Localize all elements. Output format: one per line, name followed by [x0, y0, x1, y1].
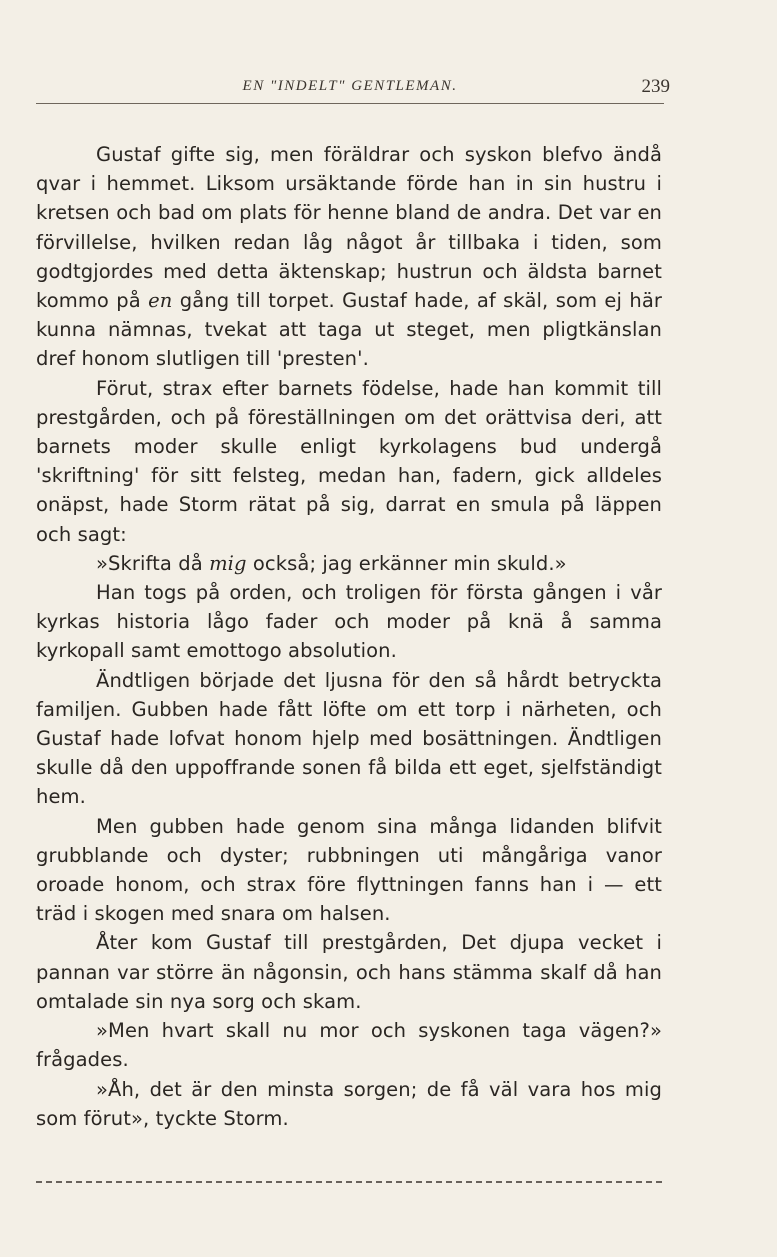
- running-title: EN "INDELT" GENTLEMAN.: [242, 78, 458, 94]
- paragraph-7: Åter kom Gustaf till prestgården, Det djupa vecket i pannan var större än någonsin, och hans stämma skalf då han omtalade sin nya sorg och skam.: [36, 931, 662, 1013]
- running-header: [36, 70, 670, 104]
- emphasis-mig: mig: [209, 551, 247, 575]
- header-rule: [36, 103, 664, 104]
- paragraph-8: »Men hvart skall nu mor och syskonen taga vägen?» frågades.: [36, 1019, 662, 1072]
- paragraph-4: Han togs på orden, och troligen för första gången i vår kyrkas historia lågo fader och moder på knä å samma kyrkopall samt emottogo absolution.: [36, 581, 662, 663]
- paragraph-9: »Åh, det är den minsta sorgen; de få väl vara hos mig som förut», tyckte Storm.: [36, 1077, 662, 1130]
- paragraph-5: Ändtligen började det ljusna för den så hårdt betryckta familjen. Gubben hade fått löfte om ett torp i närheten, och Gustaf hade lofvat honom hjelp med bosättningen. Ändtligen skulle då den uppoffrande sonen få bilda ett eget, sjelfständigt hem.: [36, 668, 662, 809]
- paragraph-2: Förut, strax efter barnets födelse, hade han kommit till prestgården, och på föreställningen om det orättvisa deri, att barnets moder skulle enligt kyrkolagens bud undergå 'skriftning' för sitt felsteg, medan han, fadern, gick alldeles onäpst, hade Storm rätat på sig, darrat en smula på läppen och sagt:: [36, 376, 662, 546]
- paragraph-3-text-end: också; jag erkänner min skuld.»: [246, 551, 567, 575]
- paragraph-1-text-end: gång till torpet. Gustaf hade, af skäl, som ej här kunna nämnas, tvekat att taga ut steget, men pligtkänslan dref honom slutligen till 'presten'.: [36, 289, 662, 371]
- paragraph-3-text-start: »Skrifta då: [96, 551, 210, 575]
- body-text: [36, 140, 662, 1133]
- paragraph-1-text-start: Gustaf gifte sig, men föräldrar och syskon blefvo ändå qvar i hemmet. Liksom ursäktande förde han in sin hustru i kretsen och bad om plats för henne bland de andra. Det var en förvillelse, hvilken redan låg något år tillbaka i tiden, som godtgjordes med detta äktenskap; hustrun och äldsta barnet kommo på: [36, 143, 662, 313]
- paragraph-1: [36, 140, 662, 374]
- section-break-dashed-rule: [36, 1181, 662, 1183]
- page-number: 239: [641, 76, 670, 97]
- paragraph-6: Men gubben hade genom sina många lidanden blifvit grubblande och dyster; rubbningen uti mångåriga vanor oroade honom, och strax före flyttningen fanns han i — ett träd i skogen med snara om halsen.: [36, 814, 662, 926]
- paragraph-3-quote: [36, 549, 662, 578]
- emphasis-en: en: [148, 289, 173, 313]
